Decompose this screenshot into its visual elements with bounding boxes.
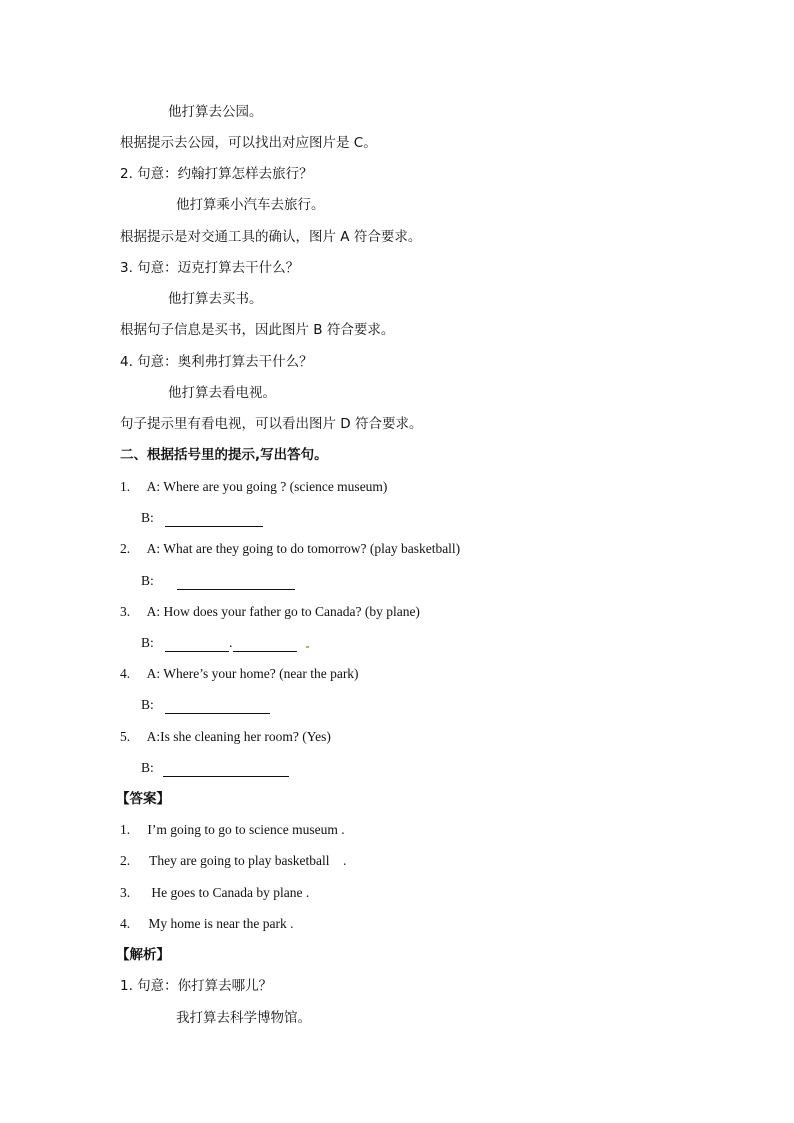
explanation-line: 他打算去公园。 xyxy=(168,104,263,120)
answer-item xyxy=(120,821,345,839)
question-text: A: Where’s your home? (near the park) xyxy=(146,666,359,681)
answer-item xyxy=(120,915,293,933)
stray-mark xyxy=(306,646,309,648)
answer-text: I’m going to go to science museum . xyxy=(147,822,345,837)
analysis-heading: 【解析】 xyxy=(116,947,170,963)
answer-blank-row xyxy=(141,759,289,777)
question-text: A: What are they going to do tomorrow? (play basketball) xyxy=(146,541,461,556)
explanation-line: 3. 句意：迈克打算去干什么？ xyxy=(120,260,300,276)
answer-blank[interactable] xyxy=(233,637,297,652)
explanation-line: 根据句子信息是买书，因此图片 B 符合要求。 xyxy=(120,322,395,338)
answer-text: My home is near the park . xyxy=(148,916,294,931)
answer-item xyxy=(120,852,346,870)
explanation-line: 根据提示是对交通工具的确认，图片 A 符合要求。 xyxy=(120,229,422,245)
explanation-line: 他打算去买书。 xyxy=(168,291,263,307)
answer-blank-row xyxy=(141,572,295,590)
explanation-line: 他打算乘小汽车去旅行。 xyxy=(176,197,325,213)
answer-blank-row xyxy=(141,696,270,714)
question-number: 3. xyxy=(120,604,131,619)
answer-number: 4. xyxy=(120,916,131,931)
answer-number: 2. xyxy=(120,853,131,868)
answer-blank[interactable] xyxy=(165,699,270,714)
answer-prefix: B: xyxy=(141,635,154,650)
answer-number: 3. xyxy=(120,885,131,900)
answer-blank-row xyxy=(141,509,263,527)
answer-prefix: B: xyxy=(141,510,154,525)
question-number: 2. xyxy=(120,541,131,556)
answer-prefix: B: xyxy=(141,760,154,775)
question-item xyxy=(120,603,420,621)
question-number: 5. xyxy=(120,729,131,744)
question-item xyxy=(120,665,359,683)
answer-prefix: B: xyxy=(141,697,154,712)
explanation-line: 4. 句意：奥利弗打算去干什么？ xyxy=(120,354,313,370)
analysis-line: 1. 句意：你打算去哪儿？ xyxy=(120,978,273,994)
blank-separator: . xyxy=(229,635,233,650)
explanation-line: 句子提示里有看电视，可以看出图片 D 符合要求。 xyxy=(120,416,423,432)
answer-blank[interactable] xyxy=(177,575,295,590)
answer-prefix: B: xyxy=(141,573,154,588)
answer-number: 1. xyxy=(120,822,131,837)
answers-heading: 【答案】 xyxy=(116,791,170,807)
answer-blank[interactable] xyxy=(165,512,263,527)
answer-blank[interactable] xyxy=(165,637,229,652)
answer-blank[interactable] xyxy=(163,762,289,777)
section-title: 二、根据括号里的提示,写出答句。 xyxy=(120,447,328,463)
question-text: A:Is she cleaning her room? (Yes) xyxy=(146,729,331,744)
question-number: 1. xyxy=(120,479,131,494)
answer-item xyxy=(120,884,309,902)
explanation-line: 他打算去看电视。 xyxy=(168,385,276,401)
analysis-line: 我打算去科学博物馆。 xyxy=(176,1010,311,1026)
question-text: A: Where are you going ? (science museum) xyxy=(146,479,388,494)
answer-blank-row xyxy=(141,634,297,652)
question-item xyxy=(120,728,331,746)
question-text: A: How does your father go to Canada? (by plane) xyxy=(146,604,420,619)
question-item xyxy=(120,540,460,558)
question-number: 4. xyxy=(120,666,131,681)
explanation-line: 2. 句意：约翰打算怎样去旅行？ xyxy=(120,166,313,182)
question-item xyxy=(120,478,387,496)
answer-text: They are going to play basketball . xyxy=(149,853,347,868)
answer-text: He goes to Canada by plane . xyxy=(151,885,310,900)
explanation-line: 根据提示去公园，可以找出对应图片是 C。 xyxy=(120,135,377,151)
